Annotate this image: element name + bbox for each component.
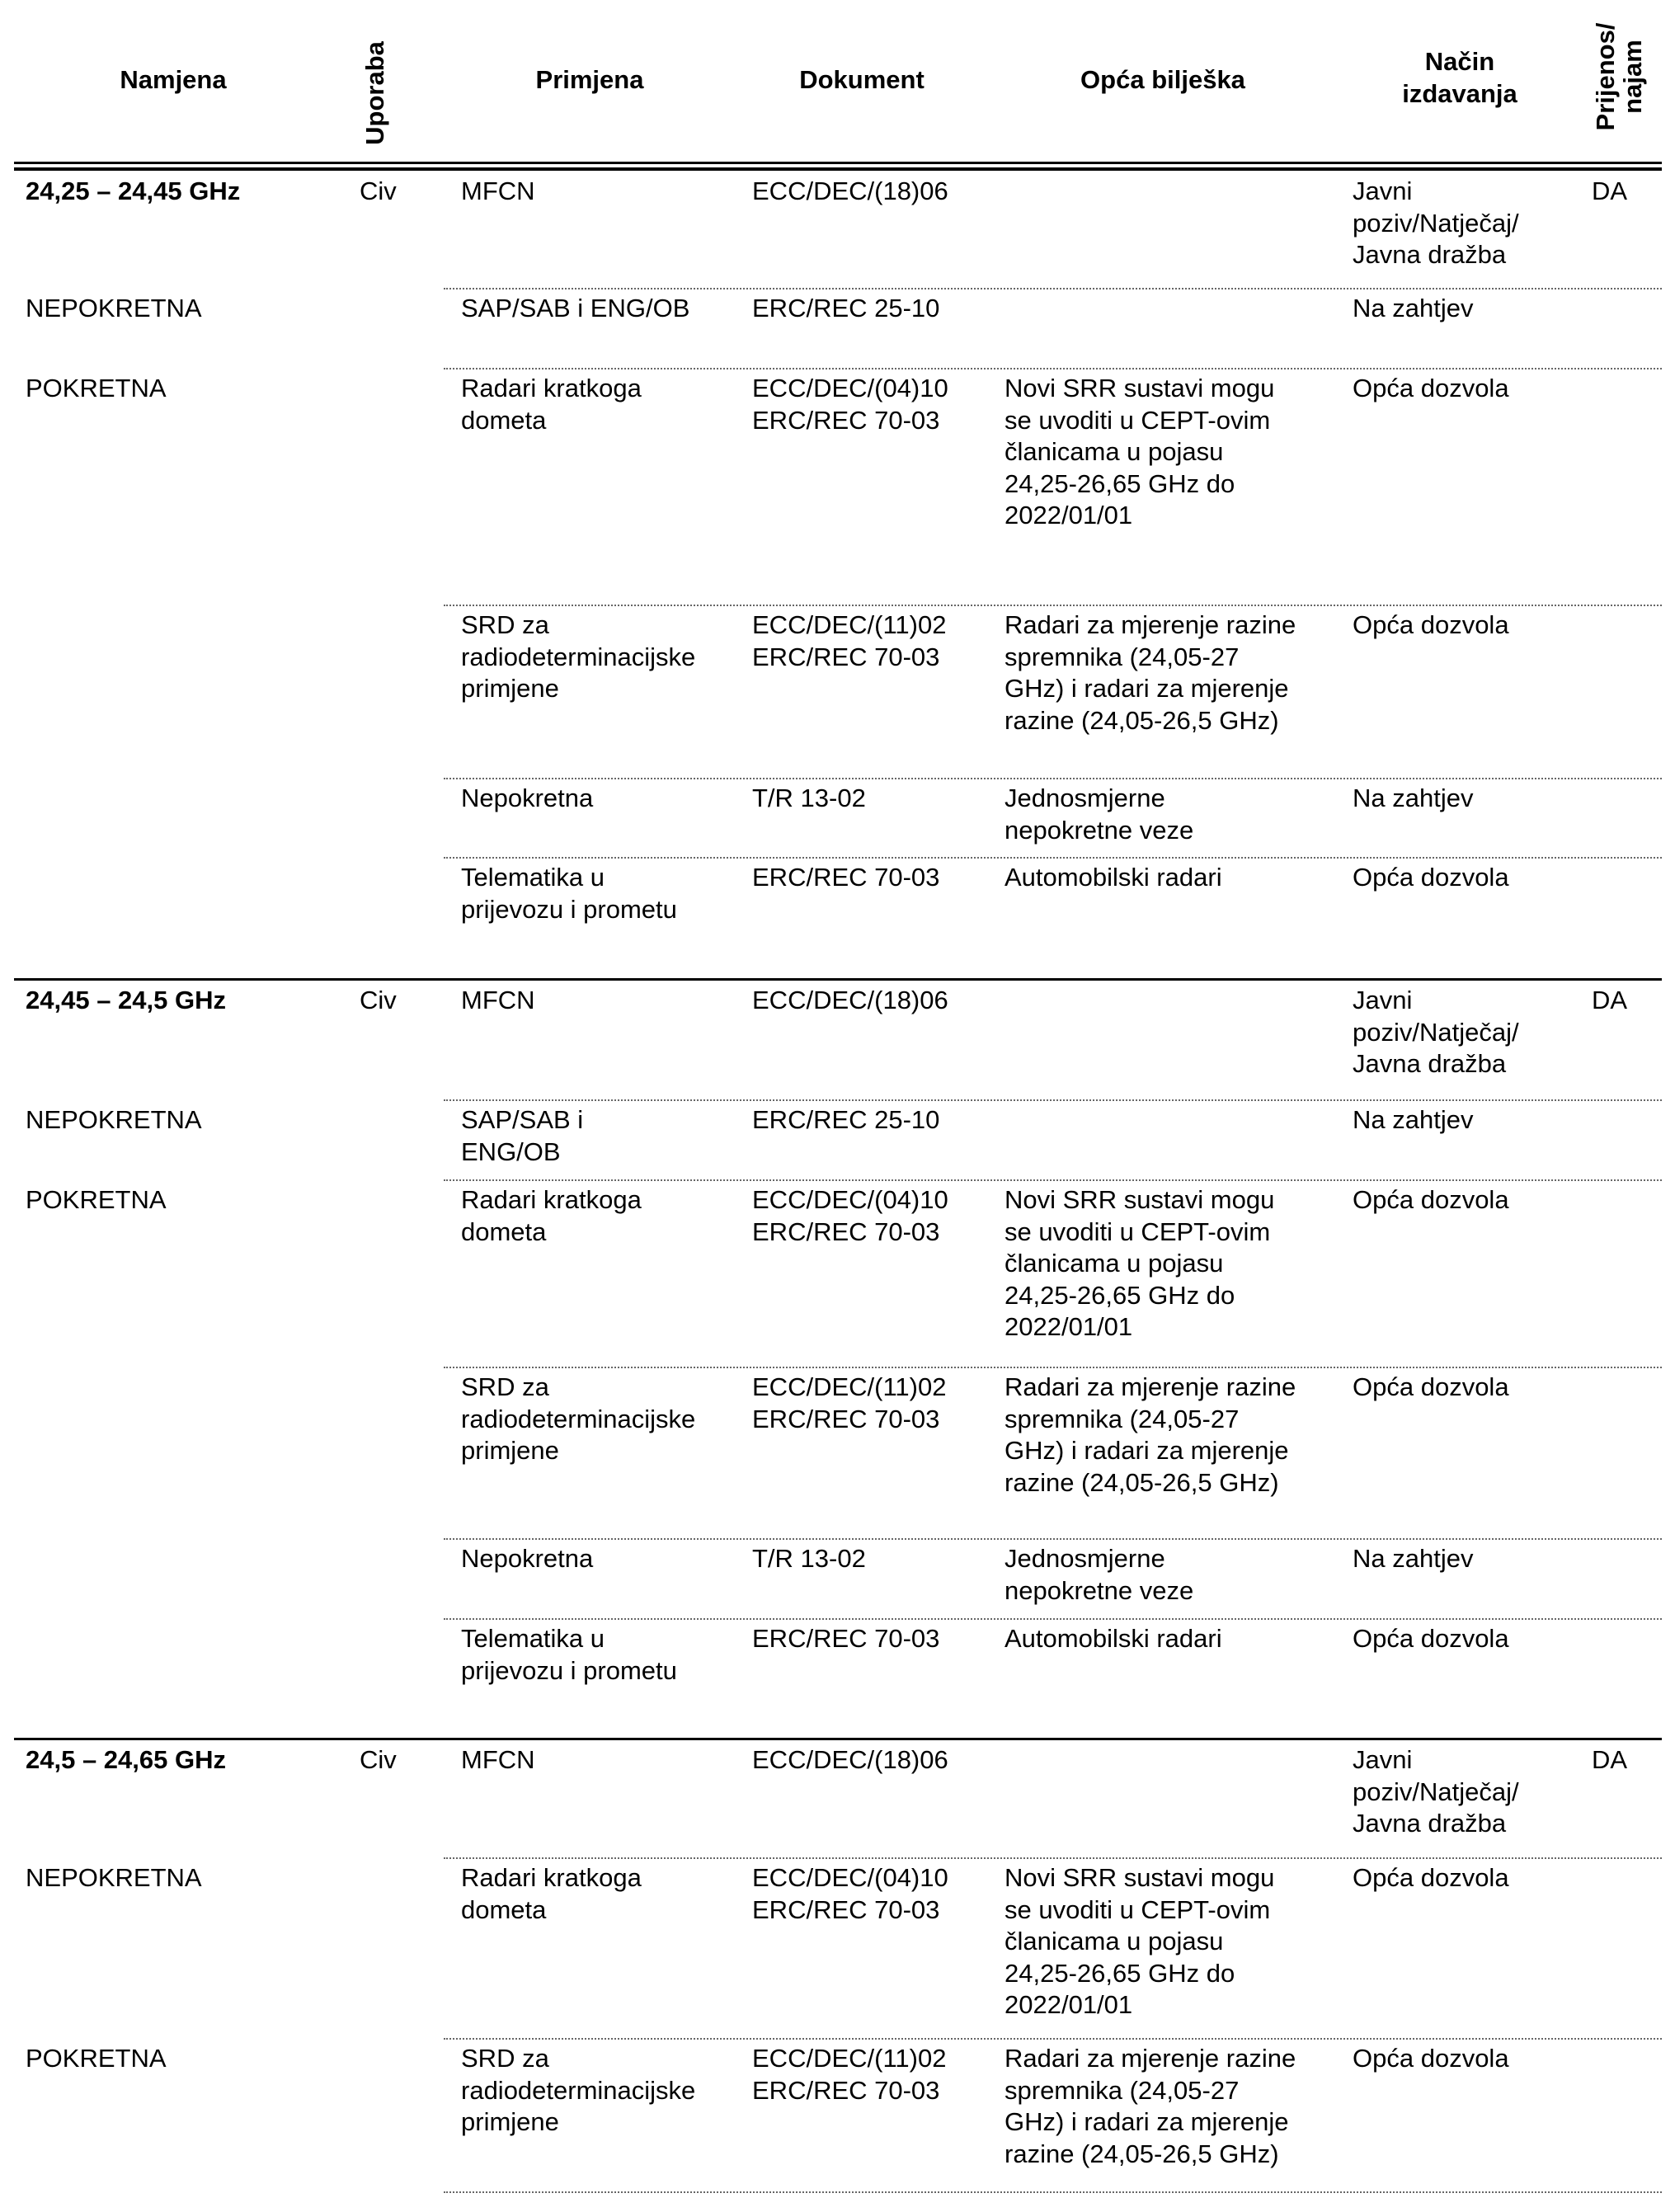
- frequency-band: 24,25 – 24,45 GHz: [26, 176, 241, 205]
- cell-dokument: ECC/DEC/(11)02 ERC/REC 70-03: [752, 1372, 947, 1433]
- cell-biljeska: Radari za mjerenje razine spremnika (24,05-27 GHz) i radari za mjerenje razine (24,05-26,5 GHz): [1005, 610, 1296, 735]
- row-divider: [444, 1179, 1662, 1181]
- cell-dokument: ERC/REC 25-10: [752, 294, 940, 322]
- cell-primjena: SAP/SAB i ENG/OB: [461, 1105, 584, 1166]
- cell-primjena: Telematika u prijevozu i prometu: [461, 1624, 677, 1685]
- header-primjena: Primjena: [535, 65, 644, 94]
- section-divider: [14, 1738, 1662, 1740]
- row-divider: [444, 605, 1662, 606]
- cell-namjena: POKRETNA: [26, 2044, 167, 2073]
- cell-namjena: NEPOKRETNA: [26, 1863, 202, 1892]
- cell-nacin: Opća dozvola: [1353, 1863, 1509, 1892]
- cell-nacin: Javni poziv/Natječaj/ Javna dražba: [1353, 176, 1519, 269]
- row-divider: [444, 1857, 1662, 1859]
- cell-nacin: Javni poziv/Natječaj/ Javna dražba: [1353, 986, 1519, 1078]
- cell-nacin: Na zahtjev: [1353, 1105, 1474, 1134]
- cell-nacin: Opća dozvola: [1353, 1185, 1509, 1214]
- header-namjena: Namjena: [120, 65, 227, 94]
- cell-dokument: ERC/REC 70-03: [752, 863, 940, 892]
- cell-biljeska: Automobilski radari: [1005, 863, 1222, 892]
- cell-primjena: SAP/SAB i ENG/OB: [461, 294, 690, 322]
- cell-nacin: Na zahtjev: [1353, 1544, 1474, 1573]
- cell-dokument: ECC/DEC/(04)10 ERC/REC 70-03: [752, 1863, 948, 1924]
- header-biljeska: Opća bilješka: [1080, 65, 1245, 94]
- row-divider: [444, 1367, 1662, 1368]
- header-divider: [14, 162, 1662, 164]
- header-prijenos: Prijenos/ najam: [1591, 22, 1647, 131]
- cell-primjena: MFCN: [461, 986, 535, 1014]
- row-divider: [444, 857, 1662, 859]
- row-divider: [444, 2038, 1662, 2040]
- cell-nacin: Opća dozvola: [1353, 1624, 1509, 1653]
- cell-namjena: NEPOKRETNA: [26, 1105, 202, 1134]
- cell-biljeska: Jednosmjerne nepokretne veze: [1005, 784, 1194, 845]
- cell-primjena: Radari kratkoga dometa: [461, 1185, 642, 1246]
- cell-dokument: ECC/DEC/(11)02 ERC/REC 70-03: [752, 2044, 947, 2105]
- cell-nacin: Opća dozvola: [1353, 374, 1509, 402]
- cell-primjena: Nepokretna: [461, 784, 594, 812]
- cell-nacin: Opća dozvola: [1353, 2044, 1509, 2073]
- cell-biljeska: Radari za mjerenje razine spremnika (24,05-27 GHz) i radari za mjerenje razine (24,05-26,5 GHz): [1005, 2044, 1296, 2168]
- cell-primjena: SRD za radiodeterminacijske primjene: [461, 1372, 696, 1465]
- cell-biljeska: Novi SRR sustavi mogu se uvoditi u CEPT-ovim članicama u pojasu 24,25-26,65 GHz do 2022/01/01: [1005, 374, 1275, 529]
- cell-namjena: POKRETNA: [26, 1185, 167, 1214]
- cell-primjena: SRD za radiodeterminacijske primjene: [461, 2044, 696, 2136]
- cell-dokument: T/R 13-02: [752, 784, 866, 812]
- cell-nacin: Opća dozvola: [1353, 610, 1509, 639]
- header-uporaba: Uporaba: [360, 41, 389, 145]
- row-divider: [444, 288, 1662, 289]
- cell-uporaba: Civ: [360, 986, 397, 1014]
- row-divider: [444, 1618, 1662, 1620]
- cell-dokument: ECC/DEC/(04)10 ERC/REC 70-03: [752, 1185, 948, 1246]
- cell-prijenos: DA: [1592, 176, 1628, 205]
- cell-namjena: POKRETNA: [26, 374, 167, 402]
- cell-dokument: ECC/DEC/(18)06: [752, 1745, 948, 1774]
- cell-prijenos: DA: [1592, 986, 1628, 1014]
- row-divider: [444, 2191, 1662, 2193]
- cell-primjena: Radari kratkoga dometa: [461, 374, 642, 435]
- row-divider: [444, 368, 1662, 369]
- cell-dokument: ECC/DEC/(18)06: [752, 986, 948, 1014]
- frequency-band: 24,5 – 24,65 GHz: [26, 1745, 226, 1774]
- row-divider: [444, 1099, 1662, 1101]
- cell-primjena: SRD za radiodeterminacijske primjene: [461, 610, 696, 703]
- cell-prijenos: DA: [1592, 1745, 1628, 1774]
- cell-biljeska: Jednosmjerne nepokretne veze: [1005, 1544, 1194, 1605]
- cell-biljeska: Radari za mjerenje razine spremnika (24,05-27 GHz) i radari za mjerenje razine (24,05-26,5 GHz): [1005, 1372, 1296, 1497]
- cell-primjena: MFCN: [461, 176, 535, 205]
- cell-dokument: ERC/REC 25-10: [752, 1105, 940, 1134]
- cell-uporaba: Civ: [360, 1745, 397, 1774]
- header-divider: [14, 167, 1662, 171]
- cell-nacin: Opća dozvola: [1353, 1372, 1509, 1401]
- frequency-band: 24,45 – 24,5 GHz: [26, 986, 226, 1014]
- cell-primjena: Telematika u prijevozu i prometu: [461, 863, 677, 924]
- header-dokument: Dokument: [799, 65, 925, 94]
- row-divider: [444, 778, 1662, 779]
- cell-dokument: ERC/REC 70-03: [752, 1624, 940, 1653]
- cell-biljeska: Novi SRR sustavi mogu se uvoditi u CEPT-ovim članicama u pojasu 24,25-26,65 GHz do 2022/01/01: [1005, 1863, 1275, 2019]
- cell-dokument: ECC/DEC/(11)02 ERC/REC 70-03: [752, 610, 947, 671]
- cell-primjena: Nepokretna: [461, 1544, 594, 1573]
- cell-biljeska: Novi SRR sustavi mogu se uvoditi u CEPT-ovim članicama u pojasu 24,25-26,65 GHz do 2022/01/01: [1005, 1185, 1275, 1341]
- cell-primjena: Radari kratkoga dometa: [461, 1863, 642, 1924]
- cell-nacin: Na zahtjev: [1353, 294, 1474, 322]
- cell-uporaba: Civ: [360, 176, 397, 205]
- cell-nacin: Na zahtjev: [1353, 784, 1474, 812]
- cell-namjena: NEPOKRETNA: [26, 294, 202, 322]
- cell-nacin: Javni poziv/Natječaj/ Javna dražba: [1353, 1745, 1519, 1838]
- row-divider: [444, 1538, 1662, 1540]
- header-nacin: Način izdavanja: [1402, 47, 1517, 108]
- cell-primjena: MFCN: [461, 1745, 535, 1774]
- cell-nacin: Opća dozvola: [1353, 863, 1509, 892]
- cell-dokument: T/R 13-02: [752, 1544, 866, 1573]
- section-divider: [14, 978, 1662, 981]
- cell-dokument: ECC/DEC/(04)10 ERC/REC 70-03: [752, 374, 948, 435]
- cell-dokument: ECC/DEC/(18)06: [752, 176, 948, 205]
- cell-biljeska: Automobilski radari: [1005, 1624, 1222, 1653]
